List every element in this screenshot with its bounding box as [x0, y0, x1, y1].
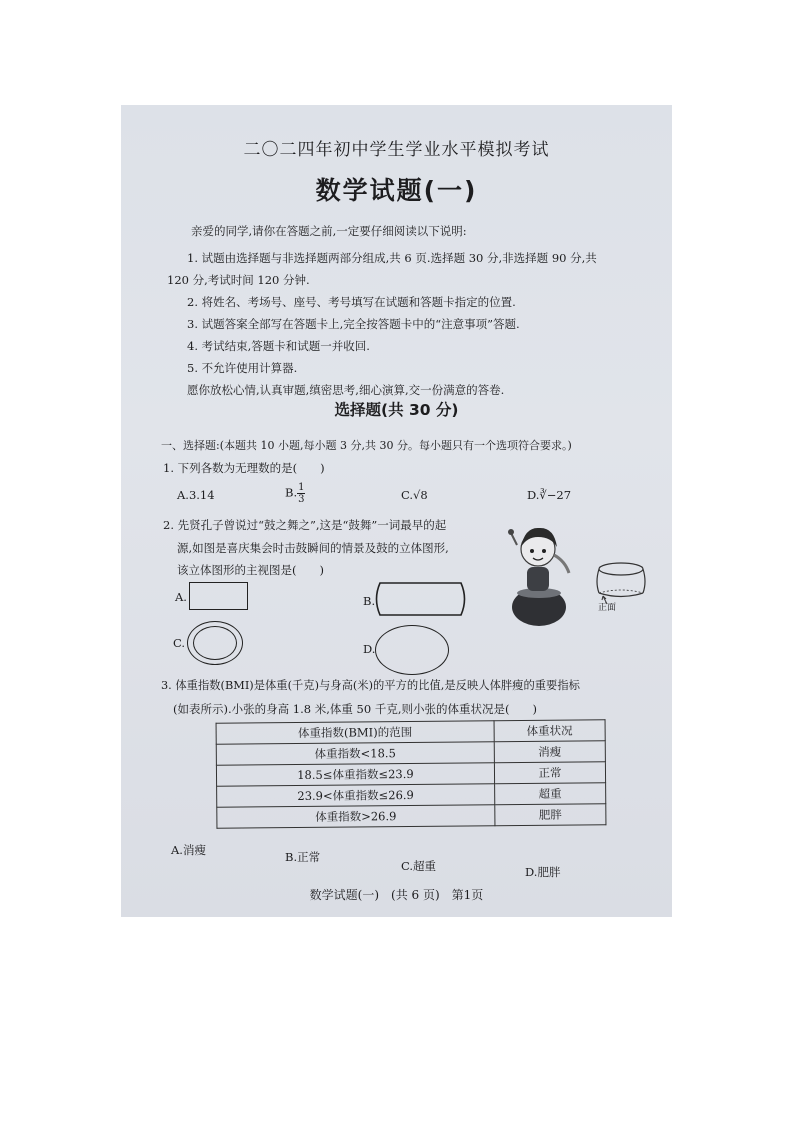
intro-item-1-cont: 120 分,考试时间 120 分钟. — [167, 273, 310, 287]
intro-closing: 愿你放松心情,认真审题,缜密思考,细心演算,交一份满意的答卷. — [187, 383, 505, 397]
q2-option-c-label: C. — [173, 636, 186, 650]
header-bmi-range: 体重指数(BMI)的范围 — [216, 721, 494, 744]
cell-bmi-range: 体重指数<18.5 — [216, 742, 494, 765]
q2-option-a-rectangle — [189, 582, 248, 610]
cell-bmi-range: 18.5≤体重指数≤23.9 — [216, 763, 494, 786]
q3-stem-line-2: (如表所示).小张的身高 1.8 米,体重 50 千克,则小张的体重状况是( ) — [173, 702, 537, 716]
q1-option-d: D.∛−27 — [527, 488, 572, 502]
q1-option-b-letter: B. — [285, 485, 298, 500]
q1-option-c: C.√8 — [401, 488, 428, 502]
q2-option-b-barrel-shape — [373, 581, 468, 617]
q3-option-a: A.消瘦 — [171, 843, 206, 857]
bmi-table — [216, 719, 607, 828]
intro-greeting: 亲爱的同学,请你在答题之前,一定要仔细阅读以下说明: — [191, 224, 467, 238]
q3-option-b: B.正常 — [285, 850, 321, 864]
q2-stem-line-3: 该立体图形的主视图是( ) — [177, 563, 324, 577]
cell-bmi-range: 体重指数>26.9 — [217, 805, 495, 828]
intro-item-3: 3. 试题答案全部写在答题卡上,完全按答题卡中的“注意事项”答题. — [187, 317, 520, 331]
section-title: 选择题(共 30 分) — [334, 401, 459, 419]
exam-page — [121, 105, 672, 917]
header-weight-status: 体重状况 — [494, 720, 605, 742]
q1-stem: 1. 下列各数为无理数的是( ) — [163, 461, 325, 475]
fraction — [297, 482, 305, 505]
intro-item-1: 1. 试题由选择题与非选择题两部分组成,共 6 页.选择题 30 分,非选择题 90 分,共 — [187, 251, 597, 265]
q2-option-a-label: A. — [175, 590, 187, 604]
q1-option-b — [285, 482, 305, 505]
page-footer: 数学试题(一) (共 6 页) 第1页 — [309, 888, 484, 902]
q3-option-c: C.超重 — [401, 859, 437, 873]
cell-weight-status: 消瘦 — [494, 741, 605, 763]
cell-weight-status: 肥胖 — [495, 804, 606, 826]
q2-option-d-label: D. — [363, 642, 376, 656]
q2-stem-line-2: 源,如图是喜庆集会时击鼓瞬间的情景及鼓的立体图形, — [177, 541, 449, 555]
drummer-illustration — [505, 515, 575, 627]
exam-title: 数学试题(一) — [315, 176, 478, 205]
cell-bmi-range: 23.9<体重指数≤26.9 — [217, 784, 495, 807]
fraction-denominator: 3 — [298, 494, 305, 505]
exam-subtitle: 二〇二四年初中学生学业水平模拟考试 — [243, 140, 550, 160]
intro-item-5: 5. 不允许使用计算器. — [187, 361, 298, 375]
q2-option-b-label: B. — [363, 594, 376, 608]
intro-item-2: 2. 将姓名、考场号、座号、考号填写在试题和答题卡指定的位置. — [187, 295, 516, 309]
front-direction-label: 正面 — [598, 603, 617, 613]
q2-stem-line-1: 2. 先贤孔子曾说过“鼓之舞之”,这是“鼓舞”一词最早的起 — [163, 518, 447, 532]
q1-option-a: A.3.14 — [177, 488, 215, 502]
cell-weight-status: 超重 — [494, 783, 605, 805]
fraction-numerator: 1 — [298, 482, 305, 493]
q2-option-c-inner-circle — [193, 626, 237, 660]
q3-option-d: D.肥胖 — [525, 865, 561, 879]
intro-item-4: 4. 考试结束,答题卡和试题一并收回. — [187, 339, 370, 353]
q2-option-d-ellipse — [375, 625, 449, 675]
q3-stem-line-1: 3. 体重指数(BMI)是体重(千克)与身高(米)的平方的比值,是反映人体胖瘦的重要指标 — [161, 679, 580, 692]
table-row — [217, 804, 606, 828]
section-instruction: 一、选择题:(本题共 10 小题,每小题 3 分,共 30 分。每小题只有一个选项符合要求。) — [161, 439, 572, 452]
cell-weight-status: 正常 — [494, 762, 605, 784]
